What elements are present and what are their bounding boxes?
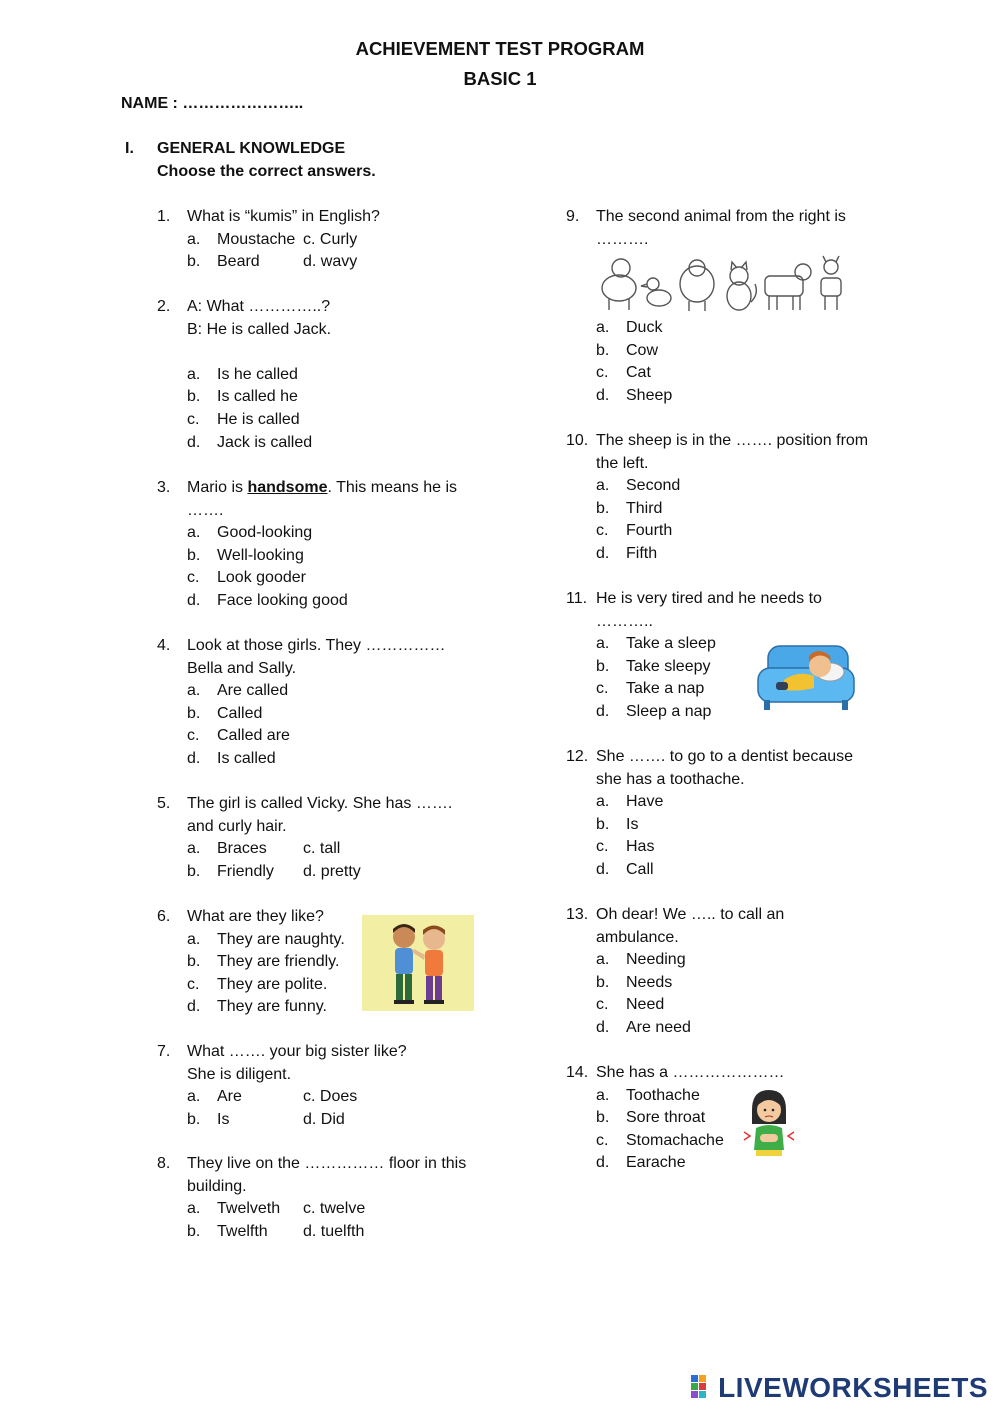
question-text: and curly hair. (187, 817, 287, 835)
option-d[interactable]: d. wavy (303, 253, 358, 271)
question-text: ambulance. (596, 928, 679, 946)
option-letter: a. (596, 319, 610, 336)
option-text: Has (626, 838, 655, 856)
question-text: ……. (187, 501, 224, 519)
option-letter: b. (187, 862, 201, 880)
option-letter: d. (596, 386, 610, 404)
question-text: Bella and Sally. (187, 659, 297, 677)
option-text: Well-looking (217, 546, 304, 564)
question-8 (157, 1153, 517, 1248)
cat-outline (727, 262, 756, 310)
option-text: Is called he (217, 388, 298, 406)
option-letter: b. (187, 704, 201, 722)
question-number: 8. (157, 1155, 171, 1172)
option-letter: c. (596, 838, 609, 856)
girl-figure (752, 1090, 786, 1156)
question-number: 7. (157, 1043, 171, 1060)
question-4 (157, 635, 517, 775)
question-text: building. (187, 1177, 247, 1195)
question-text: ……….. (596, 612, 653, 630)
option-letter: a. (187, 230, 201, 248)
option-c[interactable]: c. twelve (303, 1200, 366, 1218)
question-7 (157, 1041, 517, 1136)
question-number: 2. (157, 298, 171, 315)
page-title: ACHIEVEMENT TEST PROGRAM (355, 38, 645, 59)
question-text: A: What …………..? (187, 298, 331, 315)
option-text: He is called (217, 411, 300, 428)
brand-text: LIVEWORKSHEETS (718, 1372, 988, 1403)
question-text: She ……. to go to a dentist because (596, 748, 854, 765)
option-text: Are (217, 1088, 242, 1106)
sheep-outline (680, 260, 714, 311)
option-letter: d. (187, 998, 201, 1016)
question-number: 11. (566, 590, 588, 607)
question-text: What is “kumis” in English? (187, 208, 380, 225)
option-text: They are polite. (217, 975, 328, 993)
question-number: 13. (566, 906, 589, 923)
option-letter: b. (187, 546, 201, 564)
question-number: 10. (566, 432, 589, 449)
option-letter: c. (187, 569, 200, 587)
option-letter: a. (596, 635, 610, 653)
option-text: Friendly (217, 862, 274, 880)
name-label: NAME : ………………….. (121, 95, 304, 112)
option-letter: b. (596, 657, 610, 675)
option-c[interactable]: c. tall (303, 840, 341, 858)
option-d[interactable]: d. Did (303, 1110, 345, 1128)
option-letter: d. (187, 433, 201, 451)
option-letter: d. (596, 545, 610, 562)
option-text: They are friendly. (217, 953, 340, 971)
question-5 (157, 793, 517, 888)
option-text: Are need (626, 1019, 691, 1036)
question-text: She has a ………………… (596, 1064, 785, 1081)
option-text: Sheep (626, 386, 673, 404)
option-text: Face looking good (217, 592, 348, 609)
option-letter: b. (187, 253, 201, 271)
option-c[interactable]: c. Does (303, 1088, 358, 1106)
option-letter: c. (596, 680, 609, 698)
option-text: Sore throat (626, 1109, 706, 1127)
question-text: He is very tired and he needs to (596, 590, 822, 607)
option-text: Fourth (626, 522, 673, 540)
option-letter: c. (596, 522, 609, 540)
question-text: The girl is called Vicky. She has ……. (187, 795, 453, 812)
option-letter: a. (187, 840, 201, 858)
option-letter: a. (187, 682, 201, 700)
question-text: ………. (596, 230, 649, 248)
option-letter: b. (596, 973, 610, 991)
option-text: Good-looking (217, 524, 313, 542)
option-text: Fifth (626, 545, 658, 562)
question-number: 1. (157, 208, 171, 225)
option-text: Twelfth (217, 1222, 268, 1240)
option-text: Take a sleep (626, 635, 716, 653)
question-number: 12. (566, 748, 589, 765)
option-letter: b. (187, 1110, 201, 1128)
option-letter: a. (596, 477, 610, 495)
option-text: Braces (217, 840, 267, 858)
option-letter: c. (596, 1131, 609, 1149)
option-letter: c. (187, 727, 200, 745)
question-text: The second animal from the right is (596, 208, 846, 225)
option-letter: a. (596, 951, 610, 969)
question-text: B: He is called Jack. (187, 320, 332, 338)
option-text: Look gooder (217, 569, 306, 587)
option-text: Called (217, 704, 263, 722)
option-text: Have (626, 793, 664, 811)
option-text: Is (217, 1110, 230, 1128)
option-d[interactable]: d. tuelfth (303, 1222, 365, 1240)
option-text: Take sleepy (626, 657, 711, 675)
question-10 (566, 430, 906, 570)
two-boys-image (362, 915, 474, 1011)
boy-napping-sofa-image (754, 640, 858, 714)
animals-lineup-image (597, 254, 853, 314)
question-2 (157, 296, 517, 456)
option-text: Is called (217, 750, 276, 767)
image-background (362, 915, 474, 1011)
section-instruction: Choose the correct answers. (157, 163, 376, 180)
question-text: she has a toothache. (596, 770, 745, 788)
option-text: They are funny. (217, 998, 327, 1016)
option-letter: a. (596, 1086, 610, 1104)
question-14 (566, 1062, 906, 1182)
option-text: Is he called (217, 365, 298, 383)
option-letter: d. (187, 592, 201, 609)
question-text: They live on the …………… floor in this (187, 1155, 467, 1172)
option-letter: d. (596, 1154, 610, 1172)
option-d[interactable]: d. pretty (303, 862, 361, 880)
option-letter: c. (187, 975, 200, 993)
question-13 (566, 904, 906, 1044)
goat-outline (821, 256, 841, 310)
question-text: What are they like? (187, 908, 324, 925)
section-number: I. (125, 140, 134, 157)
question-text: She is diligent. (187, 1065, 292, 1083)
option-letter: b. (596, 1109, 610, 1127)
emphasized-word: handsome (247, 479, 328, 496)
question-text: Look at those girls. They …………… (187, 637, 446, 654)
question-number: 4. (157, 637, 171, 654)
option-text: Second (626, 477, 681, 495)
option-text: Jack is called (217, 433, 313, 451)
section-title: GENERAL KNOWLEDGE (157, 140, 346, 157)
girl-stomachache-image (738, 1088, 800, 1160)
question-12 (566, 746, 906, 886)
question-text: the left. (596, 454, 649, 472)
option-text: Needing (626, 951, 686, 969)
question-text-part: Mario is (187, 479, 248, 496)
option-letter: b. (596, 341, 610, 359)
option-text: Duck (626, 319, 663, 336)
liveworksheets-logo-icon (690, 1374, 716, 1400)
option-letter: d. (596, 1019, 610, 1036)
cow-outline (765, 264, 811, 310)
option-letter: c. (596, 364, 609, 382)
option-text: Beard (217, 253, 260, 271)
question-text: The sheep is in the ……. position from (596, 432, 869, 449)
question-text: What ……. your big sister like? (187, 1043, 407, 1060)
option-text: Stomachache (626, 1131, 724, 1149)
option-text: Cow (626, 341, 659, 359)
option-letter: b. (187, 388, 201, 406)
option-text: Call (626, 861, 654, 878)
option-text: Toothache (626, 1086, 700, 1104)
page-subtitle: BASIC 1 (463, 68, 537, 89)
option-letter: d. (596, 703, 610, 720)
option-letter: a. (187, 365, 201, 383)
option-letter: d. (187, 750, 201, 767)
question-text (187, 477, 457, 500)
option-letter: a. (187, 930, 201, 948)
question-number: 14. (566, 1064, 589, 1081)
question-3 (157, 477, 517, 617)
option-letter: a. (187, 1200, 201, 1218)
question-number: 5. (157, 795, 171, 812)
option-text: They are naughty. (217, 930, 345, 948)
option-text: Are called (217, 682, 289, 700)
option-text: Third (626, 499, 663, 517)
question-number: 9. (566, 208, 580, 225)
option-letter: c. (187, 411, 200, 428)
option-text: Twelveth (217, 1200, 281, 1218)
option-text: Needs (626, 973, 673, 991)
duck-outline (641, 278, 671, 306)
liveworksheets-brand[interactable] (690, 1372, 988, 1403)
option-text: Earache (626, 1154, 686, 1172)
option-letter: a. (596, 793, 610, 811)
option-letter: b. (187, 1222, 201, 1240)
option-letter: b. (596, 499, 610, 517)
option-text: Take a nap (626, 680, 705, 698)
option-c[interactable]: c. Curly (303, 230, 358, 248)
option-text: Need (626, 996, 665, 1014)
option-letter: a. (187, 1088, 201, 1106)
option-letter: a. (187, 524, 201, 542)
question-number: 3. (157, 479, 171, 496)
option-letter: c. (596, 996, 609, 1014)
option-letter: b. (596, 815, 610, 833)
option-text: Moustache (217, 230, 296, 248)
question-text: Oh dear! We ….. to call an (596, 906, 785, 923)
question-text-part: . This means he is (327, 479, 458, 496)
option-text: Sleep a nap (626, 703, 712, 720)
option-text: Called are (217, 727, 290, 745)
option-letter: b. (187, 953, 201, 971)
option-text: Is (626, 815, 639, 833)
option-text: Cat (626, 364, 651, 382)
question-1 (157, 206, 517, 276)
option-letter: d. (596, 861, 610, 878)
pig-outline (602, 259, 636, 310)
question-number: 6. (157, 908, 171, 925)
